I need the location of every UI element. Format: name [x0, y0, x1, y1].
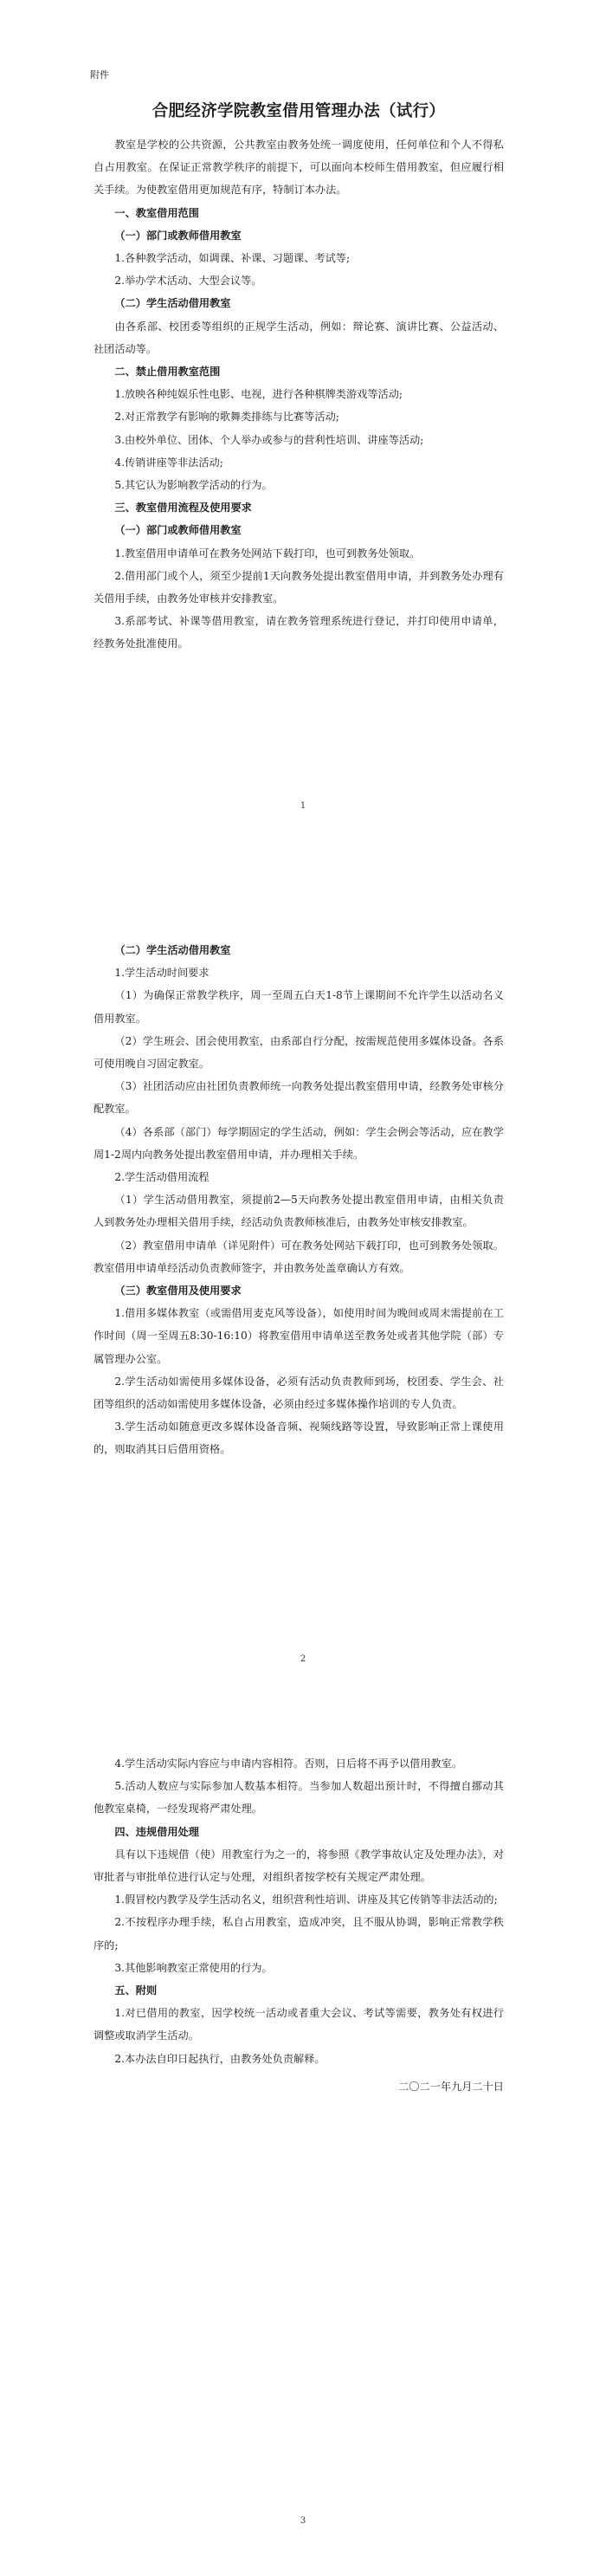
section-2-heading: 二、禁止借用教室范围 — [114, 366, 221, 379]
section-3-sub-3-heading: （三）教室借用及使用要求 — [114, 1285, 242, 1298]
document-page-2 — [0, 939, 606, 1461]
page-number: 2 — [300, 1654, 306, 1664]
paragraph: 2.学生活动借用流程 — [114, 1171, 210, 1184]
list-item: 2.举办学术活动、大型会议等。 — [114, 275, 262, 288]
section-3-heading: 三、教室借用流程及使用要求 — [114, 502, 252, 515]
paragraph: 3.学生活动如随意更改多媒体设备音频、视频线路等设置，导致影响正常上课使用的，则取消其日后借用资格。 — [93, 1421, 504, 1456]
paragraph: （1）为确保正常教学秩序，周一至周五白天1-8节上课期间不允许学生以活动名义借用教室。 — [93, 989, 504, 1025]
paragraph: 4.学生活动实际内容应与申请内容相符。否则，日后将不再予以借用教室。 — [114, 1757, 463, 1770]
paragraph: 由各系部、校团委等组织的正规学生活动，例如：辩论赛、演讲比赛、公益活动、社团活动等。 — [93, 320, 504, 355]
section-5-heading: 五、附则 — [114, 1984, 158, 1997]
document-title: 合肥经济学院教室借用管理办法（试行） — [152, 102, 446, 120]
list-item: 5.其它认为影响教学活动的行为。 — [114, 479, 273, 492]
section-1-sub-2-heading: （二）学生活动借用教室 — [114, 297, 231, 310]
document-date: 二〇二一年九月二十日 — [398, 2080, 504, 2093]
section-1-sub-1-heading: （一）部门或教师借用教室 — [114, 229, 242, 242]
paragraph: 1.假冒校内教学及学生活动名义，组织营利性培训、讲座及其它传销等非法活动的; — [114, 1893, 498, 1906]
list-item: 3.系部考试、补课等借用教室，请在教务管理系统进行登记，并打印使用申请单，经教务处批准使用。 — [93, 615, 504, 650]
paragraph: （3）社团活动应由社团负责教师统一向教务处提出教室借用申请，经教务处审核分配教室。 — [93, 1080, 504, 1116]
list-item: 2.借用部门或个人，须至少提前1天向教务处提出教室借用申请，并到教务处办理有关借用手续，由教务处审核并安排教室。 — [93, 569, 504, 605]
paragraph: 1.对已借用的教室，因学校统一活动或者重大会议、考试等需要，教务处有权进行调整或取消学生活动。 — [93, 2007, 504, 2042]
paragraph: 5.活动人数应与实际参加人数基本相符。当参加人数超出预计时，不得擅自挪动其他教室桌椅，一经发现将严肃处理。 — [93, 1780, 504, 1815]
list-item: 1.各种教学活动，如调课、补课、习题课、考试等; — [114, 252, 351, 265]
paragraph: 2.学生活动如需使用多媒体设备，必须有活动负责教师到场，校团委、学生会、社团等组织的活动如需使用多媒体设备，必须由经过多媒体操作培训的专人负责。 — [93, 1375, 504, 1411]
paragraph: 3.其他影响教室正常使用的行为。 — [114, 1961, 273, 1974]
list-item: 3.由校外单位、团体、个人举办或参与的营利性培训、讲座等活动; — [114, 433, 424, 446]
paragraph: （1）学生活动借用教室，须提前2—5天向教务处提出教室借用申请，由相关负责人到教务处办理相关借用手续，经活动负责教师核准后，由教务处审核安排教室。 — [93, 1194, 504, 1229]
page-number: 3 — [300, 2516, 306, 2526]
section-4-heading: 四、违规借用处理 — [114, 1825, 199, 1838]
list-item: 2.对正常教学有影响的歌舞类排练与比赛等活动; — [114, 411, 339, 424]
page-number: 1 — [300, 801, 306, 811]
paragraph: （2）学生班会、团会使用教室，由系部自行分配，按需规范使用多媒体设备。各系可使用晚自习固定教室。 — [93, 1034, 504, 1071]
paragraph: 2.本办法自印日起执行，由教务处负责解释。 — [114, 2052, 326, 2065]
list-item: 4.传销讲座等非法活动; — [114, 456, 223, 469]
paragraph: 2.不按程序办理手续，私自占用教室，造成冲突，且不服从协调，影响正常教学秩序的; — [93, 1916, 504, 1951]
section-3-sub-2-heading: （二）学生活动借用教室 — [114, 944, 231, 956]
paragraph: （2）教室借用申请单（详见附件）可在教务处网站下载打印，也可到教务处领取。教室借用申请单经活动负责教师签字，并由教务处盖章确认方有效。 — [93, 1239, 504, 1274]
section-1-heading: 一、教室借用范围 — [114, 206, 199, 219]
section-3-sub-1-heading: （一）部门或教师借用教室 — [114, 524, 242, 537]
document-page-3 — [0, 1752, 606, 2098]
paragraph: 具有以下违规借（使）用教室行为之一的，将参照《教学事故认定及处理办法》，对审批者与审批单位进行认定与处理，对组织者按学校有关规定严肃处理。 — [93, 1848, 504, 1884]
paragraph: （4）各系部（部门）每学期固定的学生活动，例如：学生会例会等活动，应在教学周1-2周内向教务处提出教室借用申请，并办理相关手续。 — [93, 1125, 504, 1161]
document-page-1 — [0, 68, 606, 656]
list-item: 1.放映各种纯娱乐性电影、电视，进行各种棋牌类游戏等活动; — [114, 388, 403, 401]
list-item: 1.教室借用申请单可在教务处网站下载打印，也可到教务处领取。 — [114, 547, 421, 560]
attachment-label: 附件 — [90, 69, 109, 81]
paragraph: 1.学生活动时间要求 — [114, 967, 210, 980]
intro-paragraph: 教室是学校的公共资源，公共教室由教务处统一调度使用，任何单位和个人不得私自占用教室。在保证正常教学秩序的前提下，可以面向本校师生借用教室，但应履行相关手续。为使教室借用更加规范有序，特制订本办法。 — [93, 139, 504, 197]
paragraph: 1.借用多媒体教室（或需借用麦克风等设备），如使用时间为晚间或周末需提前在工作时间（周一至周五8:30-16:10）将教室借用申请单送至教务处或者其他学院（部）专属管理办公室。 — [93, 1307, 504, 1365]
